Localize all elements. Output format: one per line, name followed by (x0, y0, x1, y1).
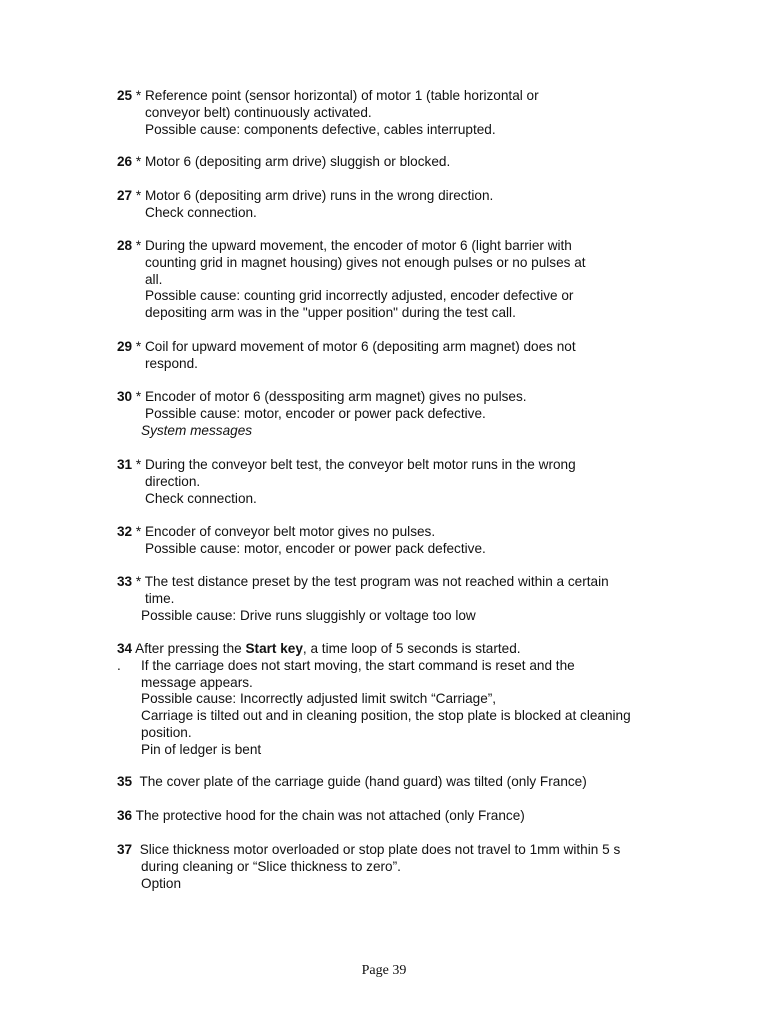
entry-text: If the carriage does not start moving, the start command is reset and the (141, 657, 575, 673)
entry-36 (117, 808, 657, 825)
entry-text: Check connection. (145, 204, 257, 220)
entry-text: * Encoder of motor 6 (desspositing arm magnet) gives no pulses. (135, 389, 527, 404)
entry-number: 31 (117, 457, 133, 472)
page-number: Page 39 (361, 963, 407, 978)
entry-text: message appears. (141, 674, 253, 690)
entry-number: 28 (117, 238, 133, 253)
entry-number: 26 (117, 154, 133, 169)
entry-number: 34 (117, 641, 133, 656)
entry-number: 27 (117, 188, 133, 203)
entry-number: 37 (117, 842, 133, 857)
entry-text: counting grid in magnet housing) gives not enough pulses or no pulses at (145, 254, 586, 270)
entry-text: Possible cause: Incorrectly adjusted limit switch “Carriage”, (141, 691, 497, 707)
entry-29 (117, 339, 657, 373)
entry-text: Check connection. (145, 490, 257, 506)
entry-number: 30 (117, 389, 133, 404)
entry-text: during cleaning or “Slice thickness to zero”. (141, 858, 401, 874)
entry-text: * Encoder of conveyor belt motor gives no pulses. (135, 524, 436, 539)
entry-number: 35 (117, 774, 133, 789)
entry-number: 33 (117, 574, 133, 589)
entry-text: The cover plate of the carriage guide (hand guard) was tilted (only France) (139, 774, 587, 789)
entry-text: * During the upward movement, the encoder of motor 6 (light barrier with (135, 238, 572, 253)
entry-text: The protective hood for the chain was not attached (only France) (135, 808, 525, 823)
entry-25 (117, 88, 657, 138)
entry-33 (117, 574, 657, 624)
entry-text: * Motor 6 (depositing arm drive) runs in the wrong direction. (135, 188, 494, 203)
entry-number: 36 (117, 808, 133, 823)
entry-text: time. (145, 590, 175, 606)
stray-dot: . (117, 657, 121, 673)
entry-30 (117, 389, 657, 439)
entry-text: , a time loop of 5 seconds is started. (302, 641, 521, 656)
entry-number: 29 (117, 339, 133, 354)
entry-text: Possible cause: motor, encoder or power pack defective. (145, 405, 486, 421)
entry-text: After pressing the (135, 641, 246, 656)
entry-text: direction. (145, 473, 201, 489)
entry-text: respond. (145, 355, 198, 371)
entry-text: position. (141, 724, 192, 740)
start-key-label: Start key (245, 641, 303, 656)
entry-text: * The test distance preset by the test program was not reached within a certain (135, 574, 609, 589)
entry-26 (117, 154, 657, 171)
entry-text: depositing arm was in the "upper position" during the test call. (145, 305, 516, 321)
entry-32 (117, 524, 657, 558)
entry-text: * Coil for upward movement of motor 6 (depositing arm magnet) does not (135, 339, 576, 354)
entry-28 (117, 238, 657, 322)
entry-text: * Motor 6 (depositing arm drive) sluggish or blocked. (135, 154, 451, 169)
entry-text: Possible cause: counting grid incorrectly adjusted, encoder defective or (145, 288, 574, 304)
entry-text: * During the conveyor belt test, the conveyor belt motor runs in the wrong (135, 457, 576, 472)
entry-text: Pin of ledger is bent (141, 741, 262, 757)
entry-text: Possible cause: motor, encoder or power pack defective. (145, 540, 486, 556)
entry-text: Carriage is tilted out and in cleaning position, the stop plate is blocked at cleaning (141, 708, 631, 724)
entry-text: Possible cause: Drive runs sluggishly or voltage too low (141, 607, 476, 623)
entry-text: Possible cause: components defective, cables interrupted. (145, 121, 496, 137)
entry-37 (117, 842, 657, 892)
entry-text: Option (141, 875, 182, 891)
entry-text: conveyor belt) continuously activated. (145, 104, 372, 120)
entry-number: 25 (117, 88, 133, 103)
entry-34 (117, 641, 657, 759)
entry-number: 32 (117, 524, 133, 539)
entry-text: Slice thickness motor overloaded or stop plate does not travel to 1mm within 5 s (139, 842, 621, 857)
entry-text: * Reference point (sensor horizontal) of motor 1 (table horizontal or (135, 88, 539, 103)
entry-text: all. (145, 271, 163, 287)
section-heading: System messages (141, 422, 253, 438)
entry-27 (117, 188, 657, 222)
entry-35 (117, 774, 657, 791)
entry-31 (117, 457, 657, 507)
